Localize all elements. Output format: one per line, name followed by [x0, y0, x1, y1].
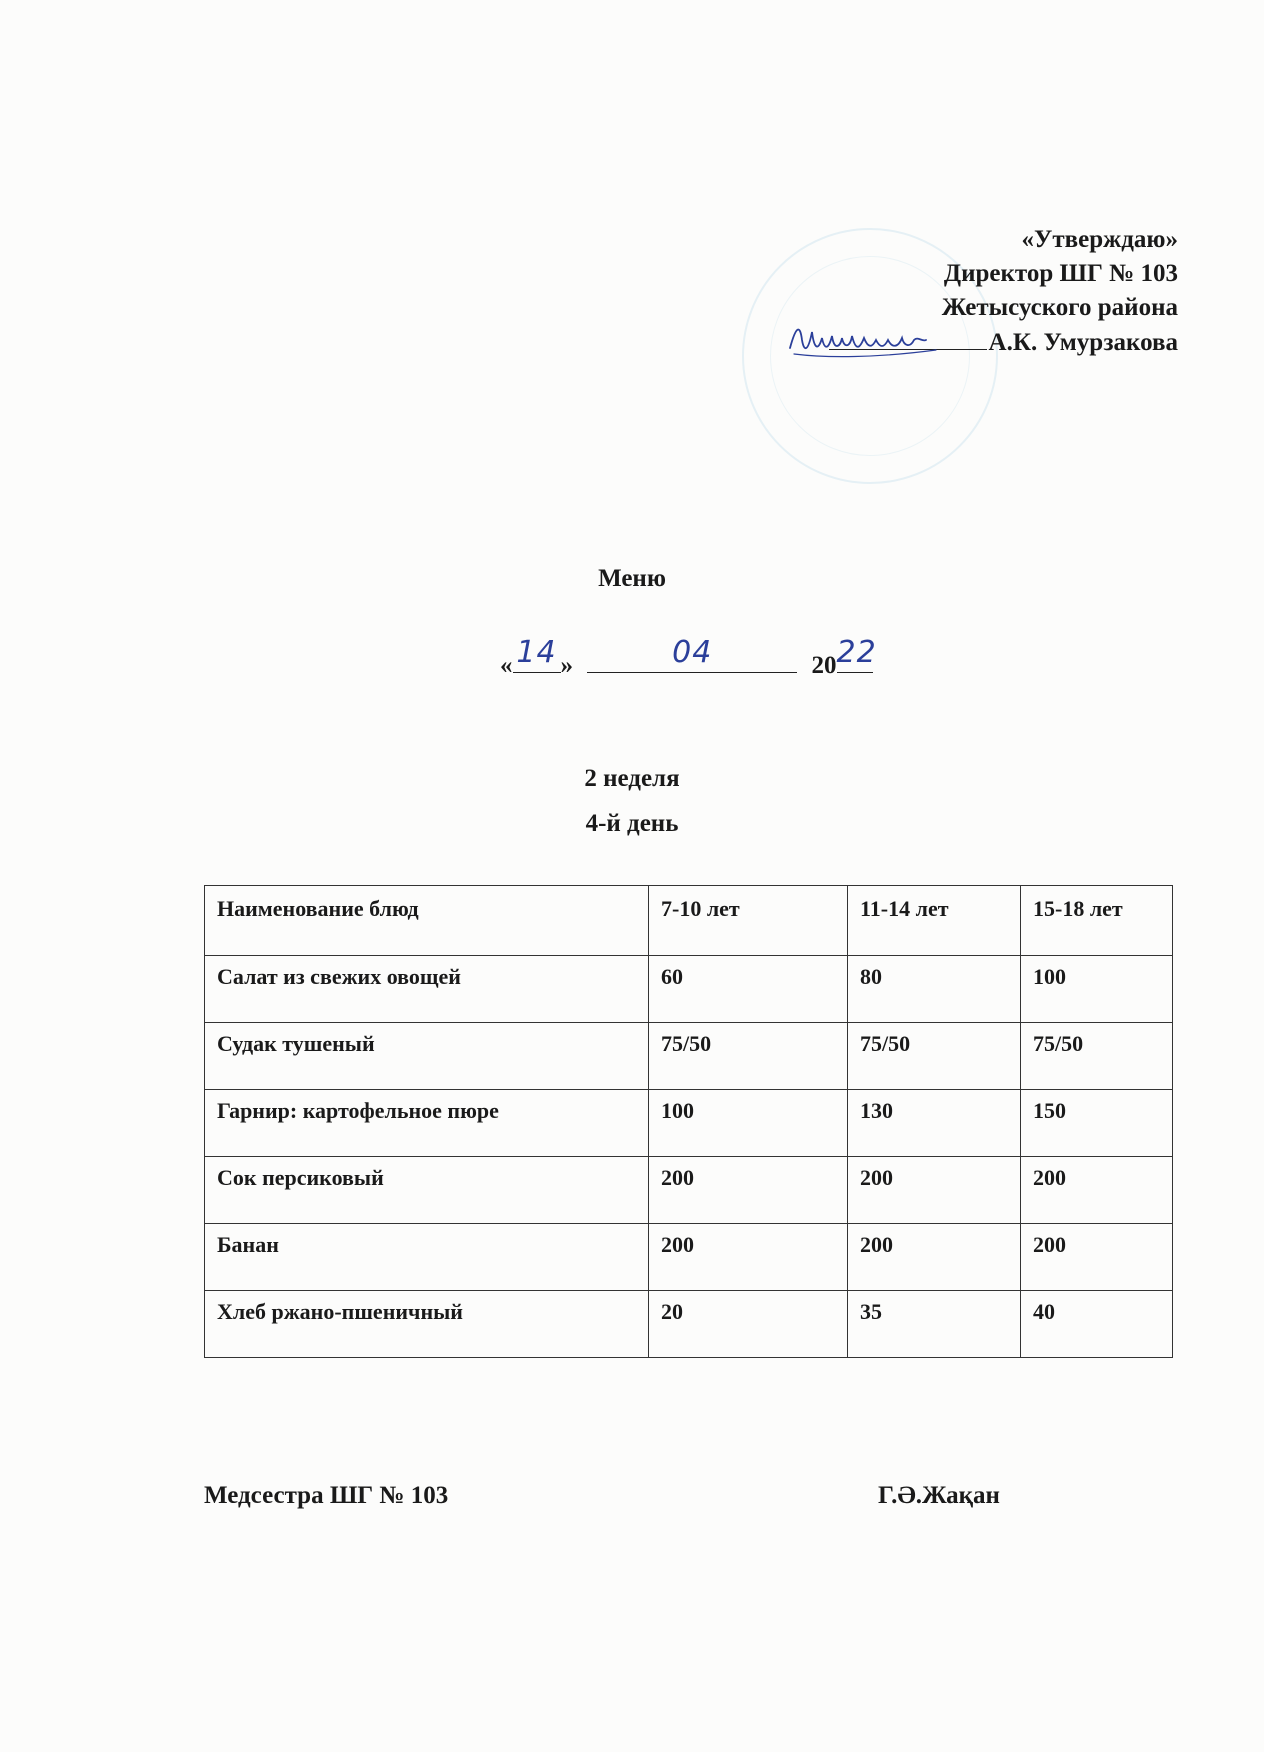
week-label: 2 неделя: [584, 765, 680, 792]
dish-name: Банан: [205, 1224, 649, 1291]
portion-7-10: 200: [649, 1157, 848, 1224]
portion-15-18: 40: [1021, 1291, 1173, 1358]
portion-7-10: 60: [649, 956, 848, 1023]
menu-table: [204, 885, 1173, 1358]
approve-label: «Утверждаю»: [1021, 226, 1178, 253]
date-day-field: [513, 635, 561, 673]
menu-date: [500, 635, 877, 680]
dish-name: Сок персиковый: [205, 1157, 649, 1224]
day-label: 4-й день: [585, 810, 679, 837]
director-name: А.К. Умурзакова: [988, 329, 1178, 356]
date-year-field: [836, 635, 877, 673]
header-age-15-18: 15-18 лет: [1021, 886, 1173, 956]
header-age-7-10: 7-10 лет: [649, 886, 848, 956]
dish-name: Хлеб ржано-пшеничный: [205, 1291, 649, 1358]
portion-11-14: 80: [848, 956, 1021, 1023]
portion-11-14: 35: [848, 1291, 1021, 1358]
date-year-suffix: 22: [836, 635, 877, 670]
portion-7-10: 100: [649, 1090, 848, 1157]
date-month-field: [587, 635, 797, 673]
table-row: [205, 1291, 1173, 1358]
district-label: Жетысуского района: [941, 294, 1178, 321]
table-row: [205, 956, 1173, 1023]
nurse-label: Медсестра ШГ № 103: [204, 1482, 449, 1509]
portion-11-14: 130: [848, 1090, 1021, 1157]
portion-15-18: 75/50: [1021, 1023, 1173, 1090]
date-close-quote: »: [560, 652, 573, 679]
portion-7-10: 75/50: [649, 1023, 848, 1090]
header-age-11-14: 11-14 лет: [848, 886, 1021, 956]
table-row: [205, 1157, 1173, 1224]
dish-name: Судак тушеный: [205, 1023, 649, 1090]
date-month: 04: [672, 635, 713, 670]
portion-15-18: 200: [1021, 1224, 1173, 1291]
nurse-name: Г.Ә.Жақан: [878, 1482, 1000, 1509]
table-row: [205, 1023, 1173, 1090]
table-row: [205, 1224, 1173, 1291]
portion-7-10: 20: [649, 1291, 848, 1358]
date-year-prefix: 20: [811, 652, 837, 679]
date-day: 14: [516, 635, 557, 670]
portion-11-14: 75/50: [848, 1023, 1021, 1090]
portion-15-18: 100: [1021, 956, 1173, 1023]
header-dish-name: Наименование блюд: [205, 886, 649, 956]
page-title: Меню: [598, 565, 666, 592]
portion-15-18: 200: [1021, 1157, 1173, 1224]
portion-11-14: 200: [848, 1157, 1021, 1224]
dish-name: Гарнир: картофельное пюре: [205, 1090, 649, 1157]
date-open-quote: «: [500, 652, 513, 679]
table-header-row: [205, 886, 1173, 956]
director-position: Директор ШГ № 103: [943, 260, 1178, 287]
director-signature: [786, 318, 946, 362]
dish-name: Салат из свежих овощей: [205, 956, 649, 1023]
portion-11-14: 200: [848, 1224, 1021, 1291]
portion-15-18: 150: [1021, 1090, 1173, 1157]
table-row: [205, 1090, 1173, 1157]
portion-7-10: 200: [649, 1224, 848, 1291]
